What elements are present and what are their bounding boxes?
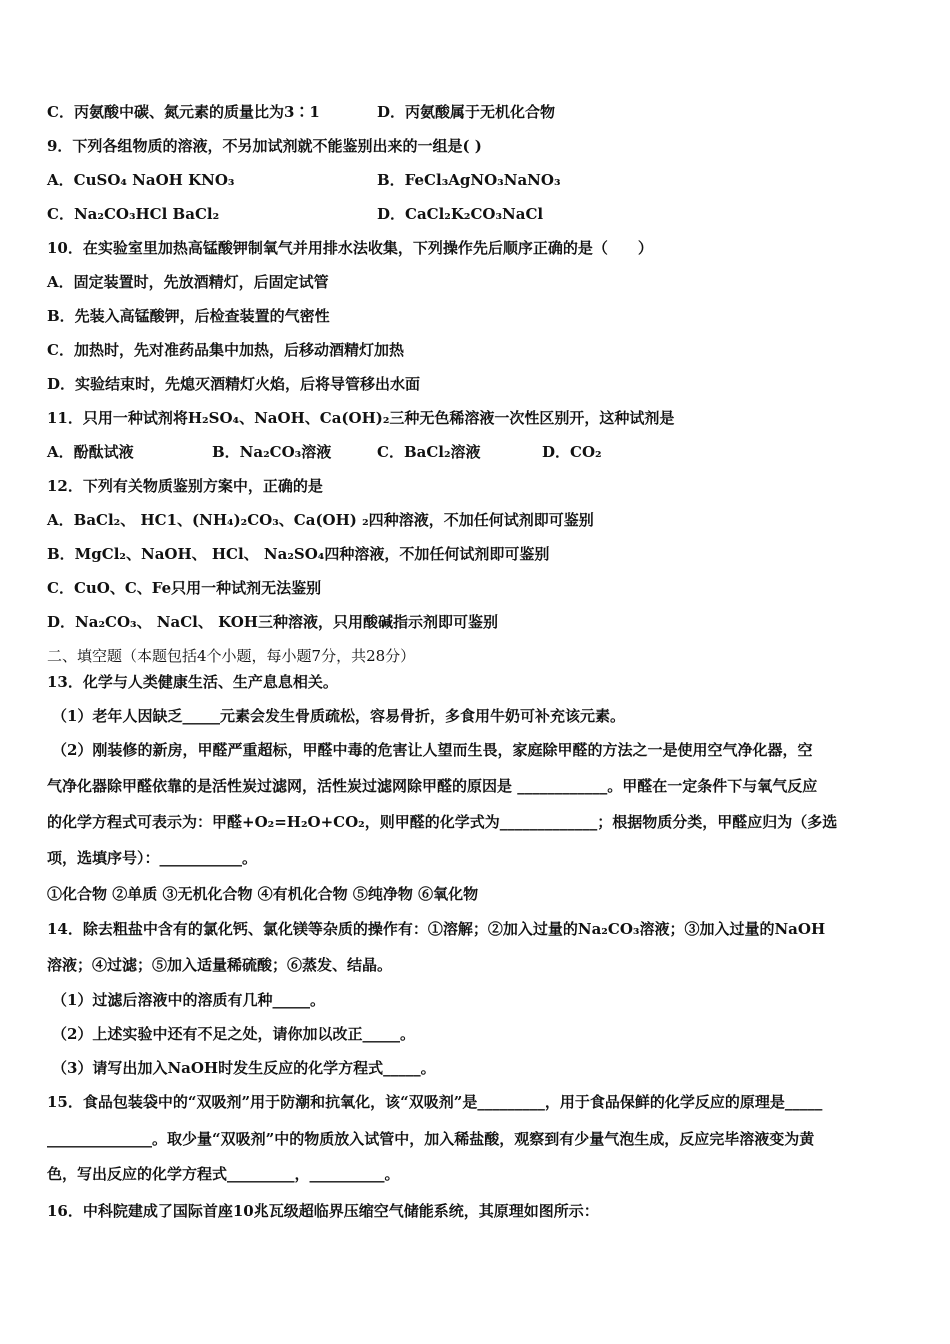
q12-option-c: C．CuO、C、Fe只用一种试剂无法鉴别 bbox=[47, 579, 322, 597]
q9-option-b: B．FeCl₃AgNO₃NaNO₃ bbox=[377, 171, 561, 189]
q16-stem: 16．中科院建成了国际首座10兆瓦级超临界压缩空气储能系统，其原理如图所示： bbox=[47, 1202, 599, 1220]
q13-stem: 13．化学与人类健康生活、生产息息相关。 bbox=[47, 673, 338, 691]
q10-option-b: B．先装入高锰酸钾，后检查装置的气密性 bbox=[47, 307, 330, 325]
q11-option-a: A．酚酞试液 bbox=[47, 443, 134, 461]
q8-option-d: D．丙氨酸属于无机化合物 bbox=[377, 103, 556, 121]
q13-part2-line2: 气净化器除甲醛依靠的是活性炭过滤网，活性炭过滤网除甲醛的原因是 ____________。甲醛在一定条件下与氧气反应 bbox=[47, 777, 818, 795]
q13-part2-line1: （2）刚装修的新房，甲醛严重超标，甲醛中毒的危害让人望而生畏，家庭除甲醛的方法之一是使用空气净化器，空 bbox=[52, 741, 813, 759]
q9-option-c: C．Na₂CO₃HCl BaCl₂ bbox=[47, 205, 220, 223]
q10-option-a: A．固定装置时，先放酒精灯，后固定试管 bbox=[47, 273, 329, 291]
q9-option-d: D．CaCl₂K₂CO₃NaCl bbox=[377, 205, 544, 223]
section-heading: 二、填空题（本题包括4个小题，每小题7分，共28分） bbox=[47, 647, 416, 665]
q11-option-b: B．Na₂CO₃溶液 bbox=[212, 443, 332, 461]
q9-option-a: A．CuSO₄ NaOH KNO₃ bbox=[47, 171, 235, 189]
q10-option-d: D．实验结束时，先熄灭酒精灯火焰，后将导管移出水面 bbox=[47, 375, 421, 393]
q13-part2-line4: 项，选填序号）：___________。 bbox=[47, 849, 258, 867]
q8-option-c: C．丙氨酸中碳、氮元素的质量比为3∶1 bbox=[47, 103, 320, 121]
q14-part3: （3）请写出加入NaOH时发生反应的化学方程式_____。 bbox=[52, 1059, 436, 1077]
q15-line2: ______________。取少量“双吸剂”中的物质放入试管中，加入稀盐酸，观察到有少量气泡生成，反应完毕溶液变为黄 bbox=[47, 1130, 815, 1148]
q10-stem: 10．在实验室里加热高锰酸钾制氧气并用排水法收集，下列操作先后顺序正确的是（ ） bbox=[47, 239, 653, 257]
q14-stem-line2: 溶液；④过滤；⑤加入适量稀硫酸；⑥蒸发、结晶。 bbox=[47, 956, 393, 974]
q12-option-b: B．MgCl₂、NaOH、 HCl、 Na₂SO₄四种溶液，不加任何试剂即可鉴别 bbox=[47, 545, 550, 563]
q11-option-d: D．CO₂ bbox=[542, 443, 602, 461]
q12-stem: 12．下列有关物质鉴别方案中，正确的是 bbox=[47, 477, 323, 495]
q15-line3: 色，写出反应的化学方程式_________，__________。 bbox=[47, 1165, 400, 1183]
q14-stem-line1: 14．除去粗盐中含有的氯化钙、氯化镁等杂质的操作有：①溶解；②加入过量的Na₂CO₃溶液；③加入过量的NaOH bbox=[47, 920, 826, 938]
q13-part2-line3: 的化学方程式可表示为：甲醛+O₂=H₂O+CO₂，则甲醛的化学式为_____________；根据物质分类，甲醛应归为（多选 bbox=[47, 813, 838, 831]
q13-part1: （1）老年人因缺乏_____元素会发生骨质疏松，容易骨折，多食用牛奶可补充该元素。 bbox=[52, 707, 625, 725]
q11-option-c: C．BaCl₂溶液 bbox=[377, 443, 481, 461]
q10-option-c: C．加热时，先对准药品集中加热，后移动酒精灯加热 bbox=[47, 341, 404, 359]
q12-option-d: D．Na₂CO₃、 NaCl、 KOH三种溶液，只用酸碱指示剂即可鉴别 bbox=[47, 613, 498, 631]
q11-stem: 11．只用一种试剂将H₂SO₄、NaOH、Ca(OH)₂三种无色稀溶液一次性区别开，这种试剂是 bbox=[47, 409, 675, 427]
q14-part1: （1）过滤后溶液中的溶质有几种_____。 bbox=[52, 991, 325, 1009]
q14-part2: （2）上述实验中还有不足之处，请你加以改正_____。 bbox=[52, 1025, 415, 1043]
q12-option-a: A．BaCl₂、 HC1、(NH₄)₂CO₃、Ca(OH) ₂四种溶液，不加任何试剂即可鉴别 bbox=[47, 511, 594, 529]
q9-stem: 9．下列各组物质的溶液，不另加试剂就不能鉴别出来的一组是( ) bbox=[47, 137, 482, 155]
q15-line1: 15．食品包装袋中的“双吸剂”用于防潮和抗氧化，该“双吸剂”是_________，用于食品保鲜的化学反应的原理是_____ bbox=[47, 1093, 823, 1111]
q13-classification-options: ①化合物 ②单质 ③无机化合物 ④有机化合物 ⑤纯净物 ⑥氧化物 bbox=[47, 885, 479, 903]
